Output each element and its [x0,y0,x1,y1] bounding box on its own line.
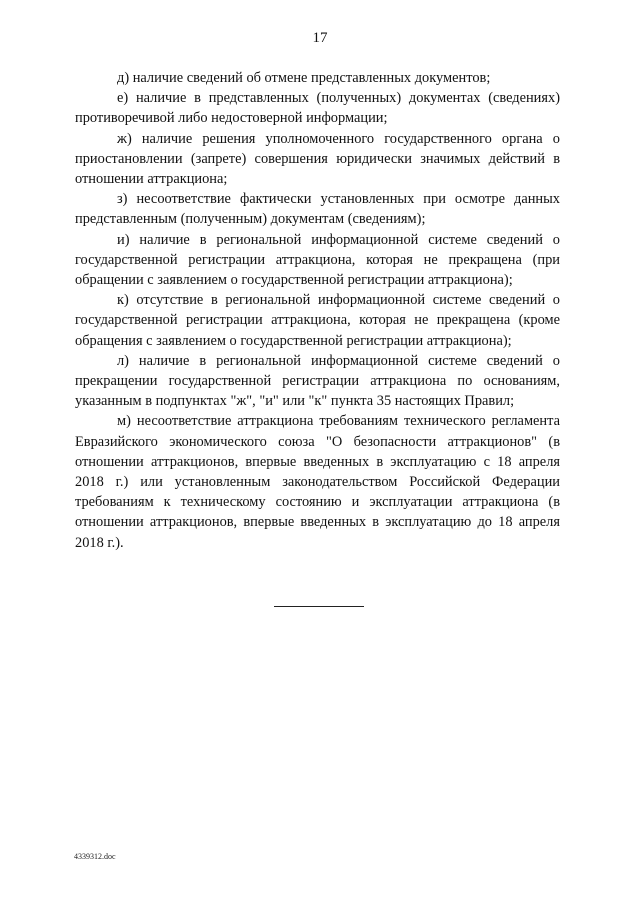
paragraph-m: м) несоответствие аттракциона требованиям технического регламента Евразийского экономического союза "О безопасности аттракционов" (в отношении аттракционов, впервые введенных в эксплуатацию с 18 апреля 2018 г.) или установленным законодательством Российской Федерации требованиям к техническому состоянию и эксплуатации аттракциона (в отношении аттракционов, впервые введенных в эксплуатацию до 18 апреля 2018 г.). [75,413,560,551]
paragraph-z: з) несоответствие фактически установленных при осмотре данных представленным (полученным) документам (сведениям); [75,191,560,228]
paragraph-zh: ж) наличие решения уполномоченного государственного органа о приостановлении (запрете) совершения юридически значимых действий в отношении аттракциона; [75,130,560,188]
paragraph-k: к) отсутствие в региональной информационной системе сведений о государственной регистрации аттракциона, которая не прекращена (кроме обращения с заявлением о государственной регистрации аттракциона); [75,292,560,349]
paragraph-d: д) наличие сведений об отмене представленных документов; [117,70,491,86]
end-separator-line [274,606,364,607]
paragraph-i: и) наличие в региональной информационной системе сведений о государственной регистрации аттракциона, которая не прекращена (при обращении с заявлением о государственной регистрации аттракциона); [75,231,560,289]
document-file-id: 4339312.doc [74,852,116,861]
document-body [75,68,560,553]
page-number: 17 [312,30,328,46]
paragraph-e: е) наличие в представленных (полученных) документах (сведениях) противоречивой либо недостоверной информации; [75,90,560,127]
paragraph-l: л) наличие в региональной информационной системе сведений о прекращении государственной регистрации аттракциона по основаниям, указанным в подпунктах "ж", "и" или "к" пункта 35 настоящих Правил; [75,352,560,410]
